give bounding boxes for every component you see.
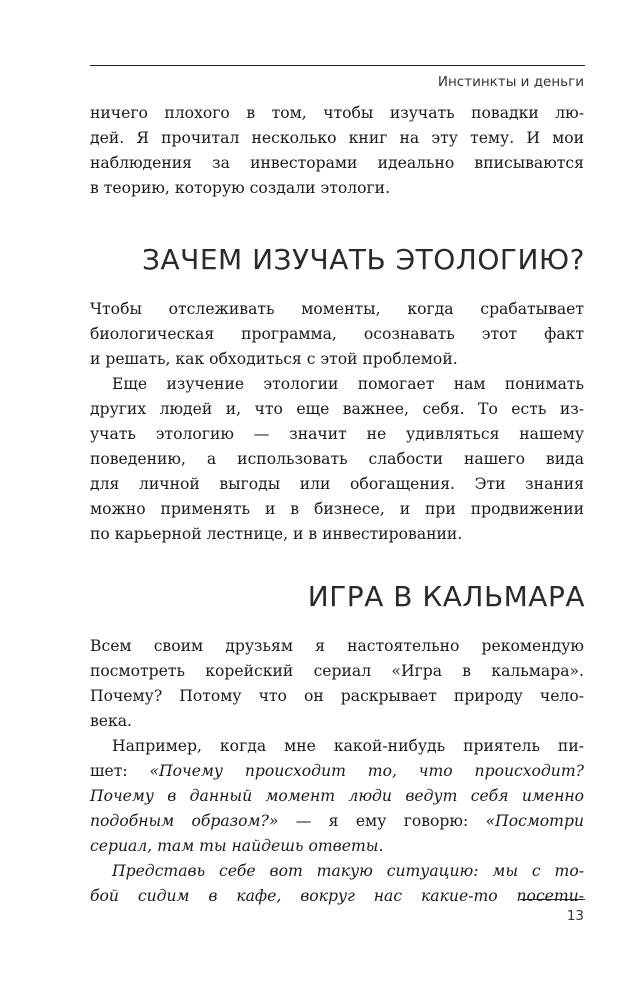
text-line: века.	[90, 712, 133, 730]
italic-quote: сериал, там ты найдешь ответы	[90, 837, 379, 855]
text-line	[90, 834, 584, 859]
text-run: шет:	[90, 762, 150, 780]
paragraph-squid-1	[90, 634, 584, 734]
text-line: посмотреть корейский сериал «Игра в кальмара».	[90, 662, 584, 680]
italic-quote: «Посмотри	[485, 812, 584, 830]
paragraph-squid-3	[90, 859, 584, 909]
text-line: биологическая программа, осознавать этот факт	[90, 325, 584, 343]
text-line: других людей и, что еще важнее, себя. То есть из-	[90, 400, 584, 418]
text-line: учать этологию — значит не удивляться нашему	[90, 425, 584, 443]
text-line: Еще изучение этологии помогает нам понимать	[112, 375, 584, 393]
text-line: Например, когда мне какой-нибудь приятель пи-	[112, 737, 584, 755]
header-rule	[90, 65, 585, 66]
italic-quote-line: Почему в данный момент люди ведут себя именно	[90, 787, 584, 805]
text-line: Всем своим друзьям я настоятельно рекомендую	[90, 637, 584, 655]
paragraph-squid-2	[90, 734, 584, 859]
italic-line: бой сидим в кафе, вокруг нас какие-то посети-	[90, 887, 584, 905]
text-line: в теорию, которую создали этологи.	[90, 179, 391, 197]
text-line: поведению, а использовать слабости нашего вида	[90, 450, 584, 468]
text-line	[90, 759, 584, 784]
text-line: и решать, как обходиться с этой проблемой.	[90, 350, 458, 368]
text-line: Почему? Потому что он раскрывает природу чело-	[90, 687, 584, 705]
text-line: ничего плохого в том, чтобы изучать повадки лю-	[90, 104, 584, 122]
italic-quote: «Почему происходит то, что происходит?	[149, 762, 584, 780]
section-heading-squid-game: ИГРА В КАЛЬМАРА	[307, 580, 585, 613]
italic-line: Представь себе вот такую ситуацию: мы с то-	[112, 862, 584, 880]
section-heading-ethology: ЗАЧЕМ ИЗУЧАТЬ ЭТОЛОГИЮ?	[142, 243, 585, 276]
footer-rule	[520, 899, 585, 900]
text-line: дей. Я прочитал несколько книг на эту тему. И мои	[90, 129, 584, 147]
text-line: наблюдения за инвесторами идеально вписываются	[90, 154, 584, 172]
text-run: — я ему говорю:	[278, 812, 486, 830]
paragraph-ethology-2	[90, 372, 584, 547]
text-line: по карьерной лестнице, и в инвестировании.	[90, 525, 463, 543]
text-line: можно применять и в бизнесе, и при продвижении	[90, 500, 584, 518]
italic-quote: подобным образом?»	[90, 812, 279, 830]
text-line	[90, 809, 584, 834]
page-number: 13	[566, 908, 584, 924]
text-run: .	[378, 837, 384, 855]
running-head: Инстинкты и деньги	[437, 74, 584, 90]
text-line: Чтобы отслеживать моменты, когда срабатывает	[90, 300, 584, 318]
paragraph-ethology-1	[90, 297, 584, 372]
text-line: для личной выгоды или обогащения. Эти знания	[90, 475, 584, 493]
paragraph-continuation	[90, 101, 584, 201]
